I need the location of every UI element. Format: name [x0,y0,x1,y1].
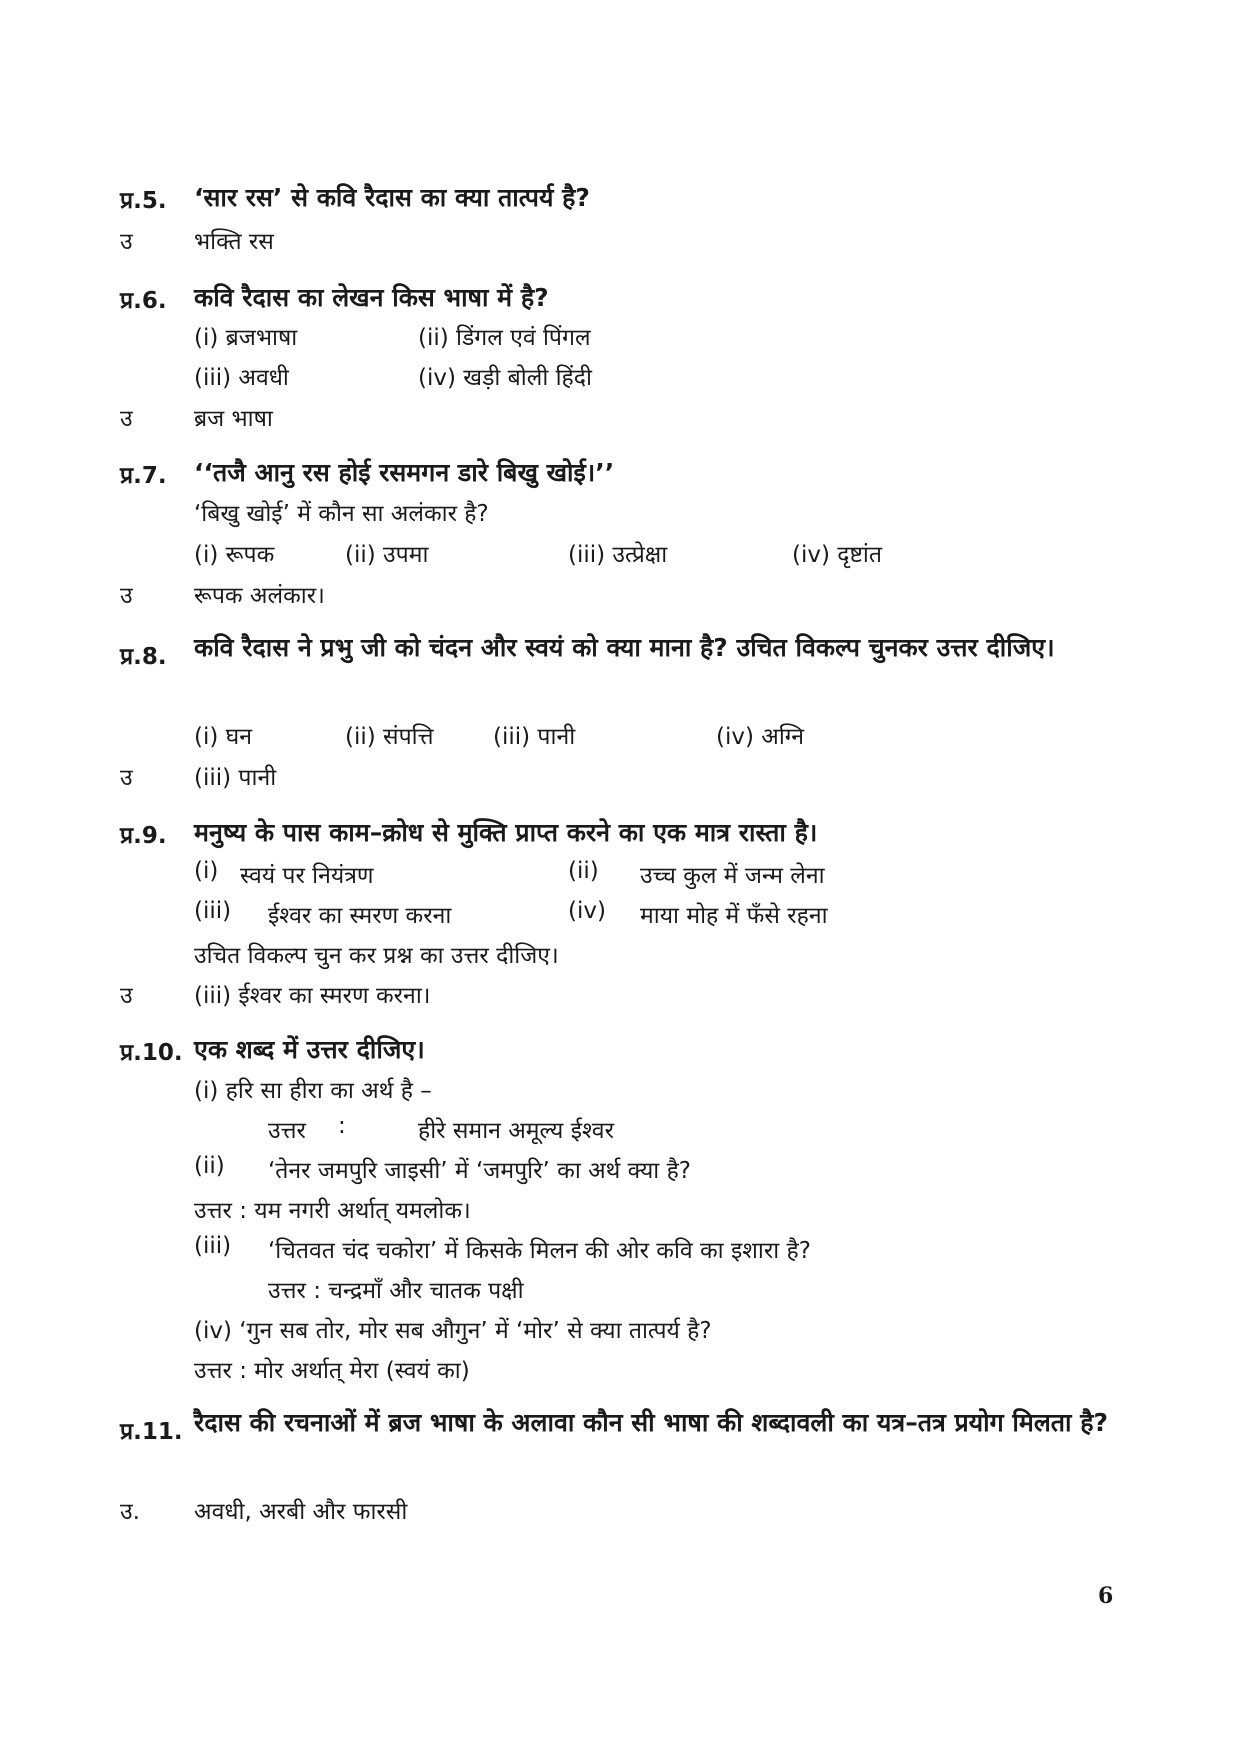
question-number: प्र.7. [120,463,167,489]
question-number: प्र.8. [120,644,167,670]
answer-label: उ [120,406,133,432]
answer-label: उ [120,983,133,1009]
sub-answer: हीरे समान अमूल्य ईश्वर [418,1118,614,1144]
sub-answer: उत्तर : चन्द्रमाँ और चातक पक्षी [268,1278,524,1304]
page-number: 6 [1098,1583,1114,1609]
question-subtext: ‘बिखु खोई’ में कौन सा अलंकार है? [194,501,489,527]
option-text: स्वयं पर नियंत्रण [240,863,374,889]
answer-text: रूपक अलंकार। [194,583,325,609]
question-text: कवि रैदास का लेखन किस भाषा में है? [194,283,549,312]
answer-text: ब्रज भाषा [194,406,273,432]
option: (i) ब्रजभाषा [194,325,298,351]
option: (ii) डिंगल एवं पिंगल [418,325,591,351]
option: (ii) उपमा [345,542,429,568]
instruction-text: उचित विकल्प चुन कर प्रश्न का उत्तर दीजिए। [194,943,559,969]
answer-text: (iii) ईश्वर का स्मरण करना। [194,983,431,1009]
answer-label: उ [120,583,133,609]
sub-answer: उत्तर : यम नगरी अर्थात् यमलोक। [194,1198,471,1224]
option: (iii) पानी [493,724,576,750]
question-text: रैदास की रचनाओं में ब्रज भाषा के अलावा कौन सी भाषा की शब्दावली का यत्र–तत्र प्रयोग मिलता है? [194,1408,1109,1437]
sub-answer: उत्तर : मोर अर्थात् मेरा (स्वयं का) [194,1358,470,1384]
answer-label: उ. [120,1499,140,1525]
question-number: प्र.10. [120,1040,183,1066]
answer-label: उ [120,229,133,255]
question-text: कवि रैदास ने प्रभु जी को चंदन और स्वयं को क्या माना है? उचित विकल्प चुनकर उत्तर दीजिए। [194,633,1055,662]
question-text: ‘सार रस’ से कवि रैदास का क्या तात्पर्य है? [194,183,590,212]
option-number: (iii) [194,898,232,924]
question-number: प्र.5. [120,188,167,214]
option-text: माया मोह में फँसे रहना [640,903,828,929]
question-number: प्र.9. [120,823,167,849]
option: (iii) अवधी [194,365,289,391]
option: (ii) संपत्ति [345,724,434,750]
option: (iv) अग्नि [716,724,805,750]
option-number: (iv) [568,898,606,924]
option: (iv) खड़ी बोली हिंदी [418,365,592,391]
answer-text: (iii) पानी [194,765,277,791]
sub-question: (i) हरि सा हीरा का अर्थ है – [194,1078,432,1104]
option-text: उच्च कुल में जन्म लेना [640,863,825,889]
option: (i) घन [194,724,253,750]
option-number: (ii) [568,858,599,884]
option: (iv) दृष्टांत [792,542,882,568]
question-number: प्र.6. [120,288,167,314]
sub-question: (iv) ‘गुन सब तोर, मोर सब औगुन’ में ‘मोर’ से क्या तात्पर्य है? [194,1318,712,1344]
question-text: ‘‘तजै आनु रस होई रसमगन डारे बिखु खोई।’’ [194,458,615,487]
answer-text: भक्ति रस [194,229,274,255]
sub-question-number: (ii) [194,1153,225,1179]
answer-text: अवधी, अरबी और फारसी [194,1499,408,1525]
sub-question: ‘चितवत चंद चकोरा’ में किसके मिलन की ओर कवि का इशारा है? [268,1238,811,1264]
question-number: प्र.11. [120,1419,183,1445]
answer-colon: : [338,1113,346,1139]
answer-prefix: उत्तर [268,1118,306,1144]
question-text: एक शब्द में उत्तर दीजिए। [194,1035,425,1064]
option-number: (i) [194,858,219,884]
option: (iii) उत्प्रेक्षा [568,542,668,568]
answer-label: उ [120,765,133,791]
option: (i) रूपक [194,542,275,568]
sub-question-number: (iii) [194,1233,232,1259]
option-text: ईश्वर का स्मरण करना [268,903,452,929]
question-text: मनुष्य के पास काम–क्रोध से मुक्ति प्राप्त करने का एक मात्र रास्ता है। [194,818,818,847]
sub-question: ‘तेनर जमपुरि जाइसी’ में ‘जमपुरि’ का अर्थ क्या है? [268,1158,691,1184]
